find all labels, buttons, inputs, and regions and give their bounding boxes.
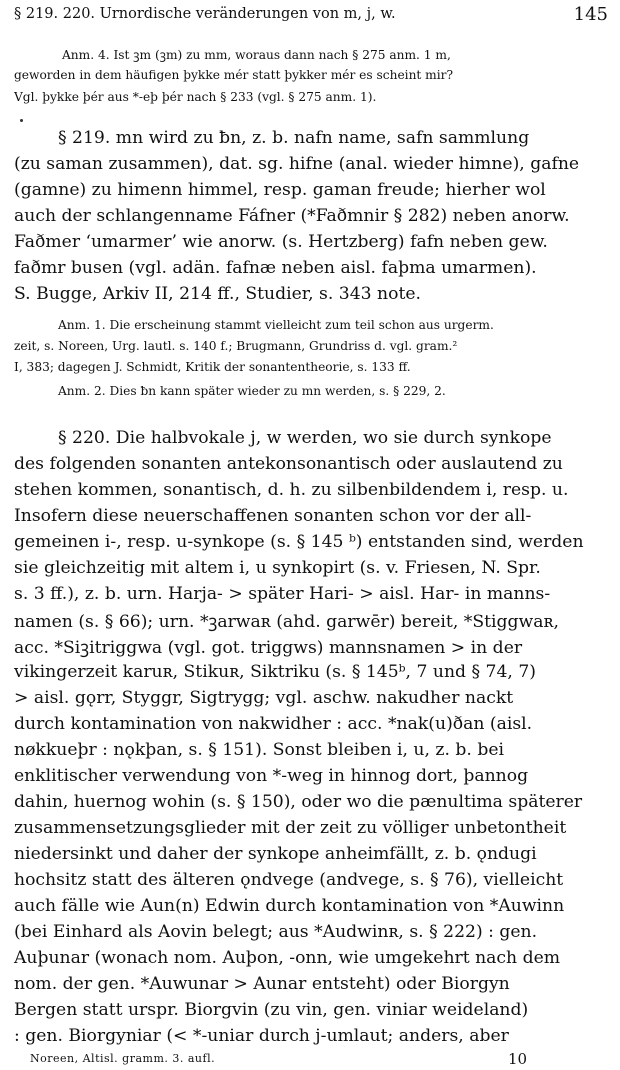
anm4-line: geworden in dem häufigen þykke mér statt þykker mér es scheint mir? (14, 68, 453, 82)
section-220-line: namen (s. § 66); urn. *ꝫarwaʀ (ahd. garwēr) bereit, *Stiggwaʀ, (14, 612, 559, 632)
section-219-line: Faðmer ‘umarmer’ wie anorw. (s. Hertzberg) fafn neben gew. (14, 232, 548, 252)
section-220-line: zusammensetzungsglieder mit der zeit zu völliger unbetontheit (14, 818, 567, 838)
section-220-line: enklitischer verwendung von *-weg in hinnog dort, þannog (14, 766, 529, 786)
section-220-line: gemeinen i-, resp. u-synkope (s. § 145 ᵇ) entstanden sind, werden (14, 532, 584, 552)
section-220-line: vikingerzeit karuʀ, Stikuʀ, Siktriku (s. § 145ᵇ, 7 und § 74, 7) (14, 662, 536, 682)
anm4-line: Vgl. þykke þér aus *-eþ þér nach § 233 (vgl. § 275 anm. 1). (14, 90, 377, 104)
section-220-line: Auþunar (wonach nom. Auþon, -onn, wie umgekehrt nach dem (14, 948, 561, 968)
section-220-line: (bei Einhard als Aovin belegt; aus *Audwinʀ, s. § 222) : gen. (14, 922, 538, 942)
section-220-line: dahin, huernog wohin (s. § 150), oder wo die pænultima späterer (14, 792, 583, 812)
section-220-line: sie gleichzeitig mit altem i, u synkopirt (s. v. Friesen, N. Spr. (14, 558, 541, 578)
anm4-line: Anm. 4. Ist ꝫm (ꝫm) zu mm, woraus dann nach § 275 anm. 1 m, (62, 48, 451, 62)
section-220-line: Bergen statt urspr. Biorgvin (zu vin, gen. viniar weideland) (14, 1000, 529, 1020)
section-219-note: zeit, s. Noreen, Urg. lautl. s. 140 f.; Brugmann, Grundriss d. vgl. gram.² (14, 339, 458, 353)
section-219-line: (gamne) zu himenn himmel, resp. gaman freude; hierher wol (14, 180, 546, 200)
printer-signature: Noreen, Altisl. gramm. 3. aufl. (30, 1052, 216, 1065)
section-220-line: nom. der gen. *Auwunar > Aunar entsteht) oder Biorgyn (14, 974, 510, 994)
section-219-note: Anm. 1. Die erscheinung stammt vielleicht zum teil schon aus urgerm. (58, 318, 494, 332)
section-220-line: Insofern diese neuerschaffenen sonanten schon vor der all- (14, 506, 532, 526)
section-220-line: hochsitz statt des älteren ǫndvege (andvege, s. § 76), vielleicht (14, 870, 564, 890)
running-header: § 219. 220. Urnordische veränderungen von m, j, w. (14, 6, 396, 22)
section-220-line: : gen. Biorgyniar (< *-uniar durch j-umlaut; anders, aber (14, 1026, 509, 1046)
section-220-line: des folgenden sonanten antekonsonantisch oder auslautend zu (14, 454, 563, 474)
section-219-line: § 219. mn wird zu ƀn, z. b. nafn name, safn sammlung (58, 128, 530, 148)
section-219-line: faðmr busen (vgl. adän. fafnæ neben aisl. faþma umarmen). (14, 258, 537, 278)
section-219-note: I, 383; dagegen J. Schmidt, Kritik der sonantentheorie, s. 133 ff. (14, 360, 411, 374)
section-220-line: niedersinkt und daher der synkope anheimfällt, z. b. ǫndugi (14, 844, 537, 864)
section-220-line: durch kontamination von nakwidher : acc. *nak(u)ðan (aisl. (14, 714, 533, 734)
section-220-line: > aisl. gǫrr, Styggr, Sigtrygg; vgl. aschw. nakudher nackt (14, 688, 514, 708)
section-220-line: acc. *Siꝫitriggwa (vgl. got. triggws) mannsnamen > in der (14, 638, 523, 658)
section-219-line: S. Bugge, Arkiv II, 214 ff., Studier, s. 343 note. (14, 284, 422, 304)
section-separator-dot (20, 119, 23, 122)
section-220-line: nøkkueþr : nǫkþan, s. § 151). Sonst bleiben i, u, z. b. bei (14, 740, 505, 760)
section-220-line: s. 3 ff.), z. b. urn. Harja- > später Hari- > aisl. Har- in manns- (14, 584, 551, 604)
sheet-number: 10 (508, 1050, 528, 1068)
section-220-line: stehen kommen, sonantisch, d. h. zu silbenbildendem i, resp. u. (14, 480, 569, 500)
page-number: 145 (573, 4, 608, 25)
section-220-line: auch fälle wie Aun(n) Edwin durch kontamination von *Auwinn (14, 896, 565, 916)
section-219-line: (zu saman zusammen), dat. sg. hifne (anal. wieder himne), gafne (14, 154, 580, 174)
section-219-note: Anm. 2. Dies ƀn kann später wieder zu mn werden, s. § 229, 2. (58, 384, 446, 398)
section-219-line: auch der schlangenname Fáfner (*Faðmnir § 282) neben anorw. (14, 206, 570, 226)
section-220-line: § 220. Die halbvokale j, w werden, wo sie durch synkope (58, 428, 552, 448)
